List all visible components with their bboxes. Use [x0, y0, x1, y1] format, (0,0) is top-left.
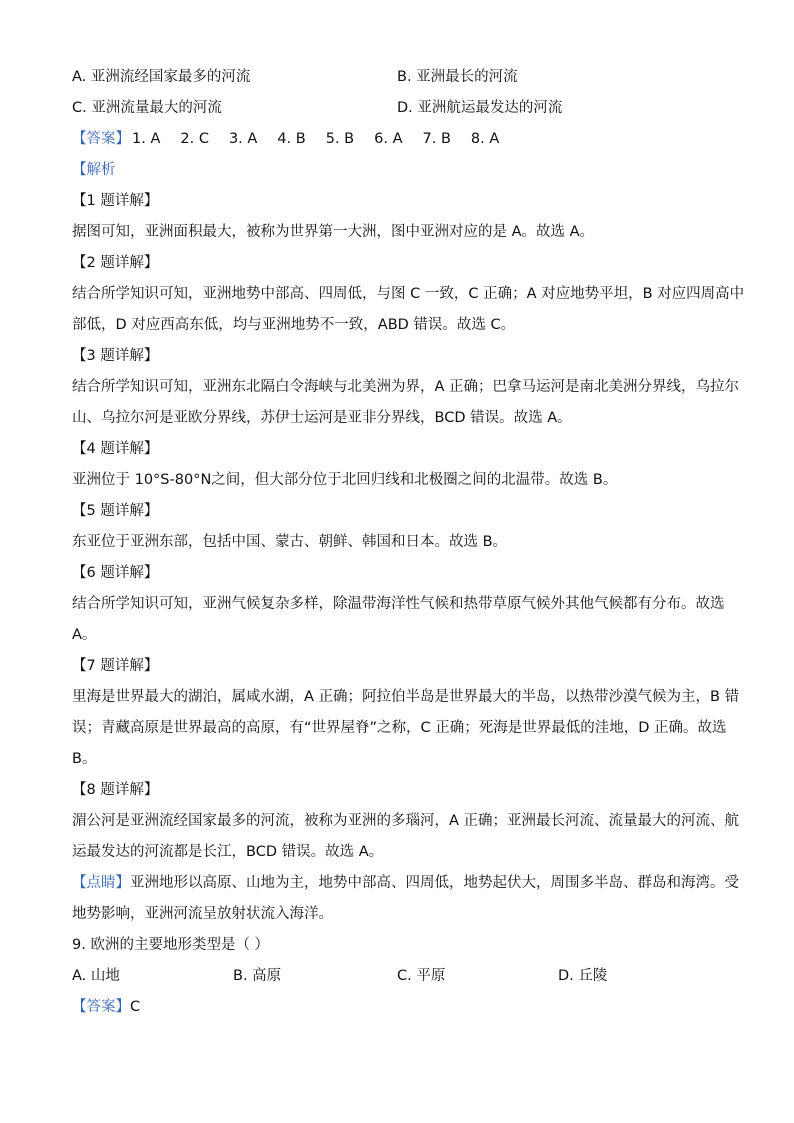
detail-text: 湄公河是亚洲流经国家最多的河流，被称为亚洲的多瑙河，A 正确；亚洲最长河流、流量最大的河流、航 — [72, 813, 740, 829]
tip-text: 亚洲地形以高原、山地为主，地势中部高、四周低，地势起伏大，周围多半岛、群岛和海湾。受 — [130, 875, 739, 891]
question-stem: 9. 欧洲的主要地形类型是（ ） — [72, 937, 270, 953]
detail-title: 【8 题详解】 — [72, 782, 159, 798]
answer-item: 7. B — [422, 131, 451, 147]
answer-line — [72, 129, 734, 149]
tip-text: 地势影响，亚洲河流呈放射状流入海洋。 — [72, 906, 333, 922]
answer-label: 【答案】 — [72, 999, 130, 1015]
answer-item: 8. A — [470, 131, 500, 147]
detail-title: 【7 题详解】 — [72, 658, 159, 674]
analysis-label: 【解析 — [72, 162, 116, 178]
detail-text: 部低，D 对应西高东低，均与亚洲地势不一致，ABD 错误。故选 C。 — [72, 317, 516, 333]
detail-title: 【1 题详解】 — [72, 193, 159, 209]
option-b: B. 亚洲最长的河流 — [397, 69, 518, 85]
detail-text: 运最发达的河流都是长江，BCD 错误。故选 A。 — [72, 844, 384, 860]
detail-text: 东亚位于亚洲东部，包括中国、蒙古、朝鲜、韩国和日本。故选 B。 — [72, 534, 508, 550]
detail-title: 【4 题详解】 — [72, 441, 159, 457]
detail-title: 【6 题详解】 — [72, 565, 159, 581]
detail-text: 误；青藏高原是世界最高的高原，有“世界屋脊”之称，C 正确；死海是世界最低的洼地，D 正确。故选 — [72, 720, 727, 736]
answer-label: 【答案】 — [72, 131, 130, 147]
detail-text: 结合所学知识可知，亚洲东北隔白令海峡与北美洲为界，A 正确；巴拿马运河是南北美洲分界线，乌拉尔 — [72, 379, 740, 395]
answer-item: 3. A — [228, 131, 258, 147]
option-d: D. 亚洲航运最发达的河流 — [397, 100, 563, 116]
answer-item: 1. A — [132, 131, 161, 147]
detail-title: 【5 题详解】 — [72, 503, 159, 519]
detail-text: 结合所学知识可知，亚洲气候复杂多样，除温带海洋性气候和热带草原气候外其他气候都有分布。故选 — [72, 596, 725, 612]
detail-title: 【2 题详解】 — [72, 255, 159, 271]
q9-answer-line — [72, 997, 734, 1017]
tip-label: 【点睛】 — [72, 875, 130, 891]
detail-text: 山、乌拉尔河是亚欧分界线，苏伊士运河是亚非分界线，BCD 错误。故选 A。 — [72, 410, 572, 426]
answer-item: 2. C — [180, 131, 209, 147]
answer-item: 5. B — [325, 131, 355, 147]
detail-title: 【3 题详解】 — [72, 348, 159, 364]
q9-option-b: B. 高原 — [233, 968, 282, 984]
detail-text: A。 — [72, 627, 97, 643]
answer-item: 6. A — [374, 131, 403, 147]
q9-option-a: A. 山地 — [72, 968, 120, 984]
detail-text: 据图可知，亚洲面积最大，被称为世界第一大洲，图中亚洲对应的是 A。故选 A。 — [72, 224, 595, 240]
q9-option-d: D. 丘陵 — [558, 968, 608, 984]
detail-text: 结合所学知识可知，亚洲地势中部高、四周低，与图 C 一致，C 正确；A 对应地势平坦，B 对应四周高中 — [72, 286, 745, 302]
option-c: C. 亚洲流量最大的河流 — [72, 100, 222, 116]
q9-answer: C — [130, 999, 141, 1015]
q9-option-c: C. 平原 — [397, 968, 446, 984]
option-a: A. 亚洲流经国家最多的河流 — [72, 69, 251, 85]
detail-text: 亚洲位于 10°S-80°N之间，但大部分位于北回归线和北极圈之间的北温带。故选 B。 — [72, 472, 618, 488]
detail-text: B。 — [72, 751, 97, 767]
detail-text: 里海是世界最大的湖泊，属咸水湖，A 正确；阿拉伯半岛是世界最大的半岛，以热带沙漠气候为主，B 错 — [72, 689, 740, 705]
tip-line — [72, 873, 739, 893]
answer-item: 4. B — [277, 131, 306, 147]
